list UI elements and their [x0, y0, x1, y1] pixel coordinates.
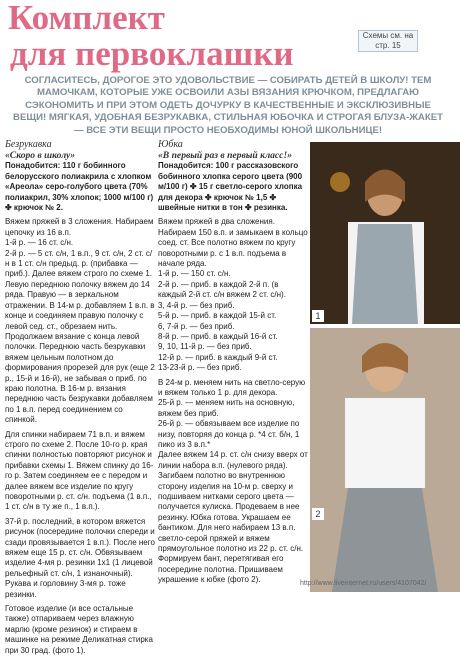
skirt-instructions-2: В 24-м р. меняем нить на светло-серую и вяжем только 1 р. для декора. 25-й р. — меняем нить на основную, вяжем без приб. 26-й р. — обвязываем все изделие по низу, повторяя до конца р. *4 ст. б/н, 1 пико из 3 в.п.* Далее вяжем 14 р. ст. с/н снизу вверх от линии набора в.п. (нулевого ряда). Загибаем полотно во внутреннюю сторону изделия на 10-м р. сверху и подшиваем нитками серого цвета — получается кулиска. Продеваем в нее резинку. Юбка готова. Украшаем ее бантиком. Для него набираем 13 в.п. светло-серой пряжей и вяжем прямоугольное полотно из 22 р. ст. с/н. Формируем бант, перетягивая его посередине полотна. Пришиваем украшение к юбке (фото 2).	[158, 377, 308, 585]
title-line-1: Комплект	[8, 0, 166, 37]
schema-badge: Схемы см. на стр. 15	[358, 30, 418, 52]
skirt-materials: Понадобится: 100 г рассказовского бобинного хлопка серого цвета (900 м/100 г) ✤ 15 г светло-серого хлопка для декора ✤ крючок № 1,5 ✤ швейные нитки в тон ✤ резинка.	[158, 161, 303, 213]
skirt-column	[158, 140, 308, 590]
vest-instructions-2: Для спинки набираем 71 в.п. и вяжем строго по схеме 2. После 10-го р. края спинки полностью повторяют рисунок и прибавки схемы 1. Вяжем спинку до 16-го р. Затем соединяем ее с передом и далее вяжем все изделие по кругу поворотными р. ст. с/н. подъема (1 в.п., 1 ст. с/н в ту же п., 1 в.п.).	[5, 429, 154, 512]
intro-text: СОГЛАСИТЕСЬ, ДОРОГОЕ ЭТО УДОВОЛЬСТВИЕ — СОБИРАТЬ ДЕТЕЙ В ШКОЛУ! ТЕМ МАМОЧКАМ, КОТОРЫЕ УЖЕ ОСВОИЛИ АЗЫ ВЯЗАНИЯ КРЮЧКОМ, ПРЕДЛАГАЮ СЭКОНОМИТЬ И ПРИ ЭТОМ ОДЕТЬ ДОЧУРКУ В КАЧЕСТВЕННЫЕ И ЭКСКЛЮЗИВНЫЕ ВЕЩИ! МЯГКАЯ, УДОБНАЯ БЕЗРУКАВКА, СТИЛЬНАЯ ЮБОЧКА И СТРОГАЯ БЛУЗА-ЖАКЕТ — ВСЕ ЭТИ ВЕЩИ ПРОСТО НЕОБХОДИМЫ ЮНОЙ ШКОЛЬНИЦЕ!	[13, 75, 443, 136]
skirt-instructions-1: Вяжем пряжей в два сложения. Набираем 150 в.п. и замыкаем в кольцо соед. ст. Все полотно вяжем по кругу поворотными р. с 1 в.п. подъема в начале ряда. 1-й р. — 150 ст. с/н. 2-й р. — приб. в каждой 2-й п. (в каждый 2-й ст. с/н вяжем 2 ст. с/н). 3, 4-й р. — без приб. 5-й р. — приб. в каждой 15-й ст. 6, 7-й р. — без приб. 8-й р. — приб. в каждый 16-й ст. 9, 10, 11-й р. — без приб. 12-й р. — приб. в каждый 9-й ст. 13-23-й р. — без приб.	[158, 217, 308, 373]
skirt-subheading: «В первый раз в первый класс!»	[158, 150, 292, 162]
vest-instructions-3: 37-й р. последний, в котором вяжется рисунок (посередине полочки спереди и сзади провязывается 1 в.п.). После него вяжем еще 15 р. ст. с/н. Обвязываем изделие 4-мя р. резинки 1х1 (1 лицевой рельефный ст. с/н, 1 изнаночный). Рукава и горловину 3-мя р. тоже резинки.	[5, 516, 155, 599]
vest-instructions-1: Вяжем пряжей в 3 сложения. Набираем цепочку из 16 в.п. 1-й р. — 16 ст. с/н. 2-й р. — 5 ст. с/н, 1 в.п., 9 ст. с/н, 2 ст. с/н в 1 ст. с/н предыд. р. (прибавка — приб.). Далее вяжем строго по схеме 1. Левую переднюю полочку вяжем до 14 ряда. Правую — в зеркальном отражении. В 14-м р. добавляем 1 в.п. в конце и соединяем правую полочку с левой сед. ст., обрезаем нить. Продолжаем вязание с конца левой полочки. Переднюю часть безрукавки вяжем цельным полотном до формирования прорезей для рук (еще 2 р., 15-й и 16-й), не забывая о приб. по краю полотна. В 16-м р. вязания переднюю часть безрукавки добавляем по 1 в.п. перед соединением со спинкой.	[5, 217, 155, 425]
girl-skirt-illustration	[310, 328, 460, 592]
girl-vest-illustration	[310, 142, 460, 324]
vest-heading: Безрукавка	[5, 139, 52, 150]
vest-column	[5, 140, 155, 660]
photo-number-2: 2	[312, 508, 324, 520]
title-line-2: для первоклашки	[10, 34, 294, 73]
vest-subheading: «Скоро в школу»	[5, 150, 76, 162]
skirt-photo	[310, 328, 460, 592]
watermark-url: http://www.liveinternet.ru/users/4107042/	[300, 580, 427, 587]
vest-photo	[310, 142, 460, 324]
skirt-heading: Юбка	[158, 139, 183, 150]
vest-materials: Понадобится: 110 г бобинного белорусского полиакрила с хлопком «Ареола» серо-голубого цвета (70% полиакрил, 30% хлопок; 1000 м/100 г) ✤ крючок № 2.	[5, 161, 154, 213]
page-title	[8, 0, 294, 72]
photo-number-1: 1	[312, 310, 324, 322]
vest-instructions-4: Готовое изделие (и все остальные также) отпариваем через влажную марлю (кроме резинок) и стираем в машинке на режиме Деликатная стирка при 30 град. (фото 1).	[5, 604, 153, 655]
